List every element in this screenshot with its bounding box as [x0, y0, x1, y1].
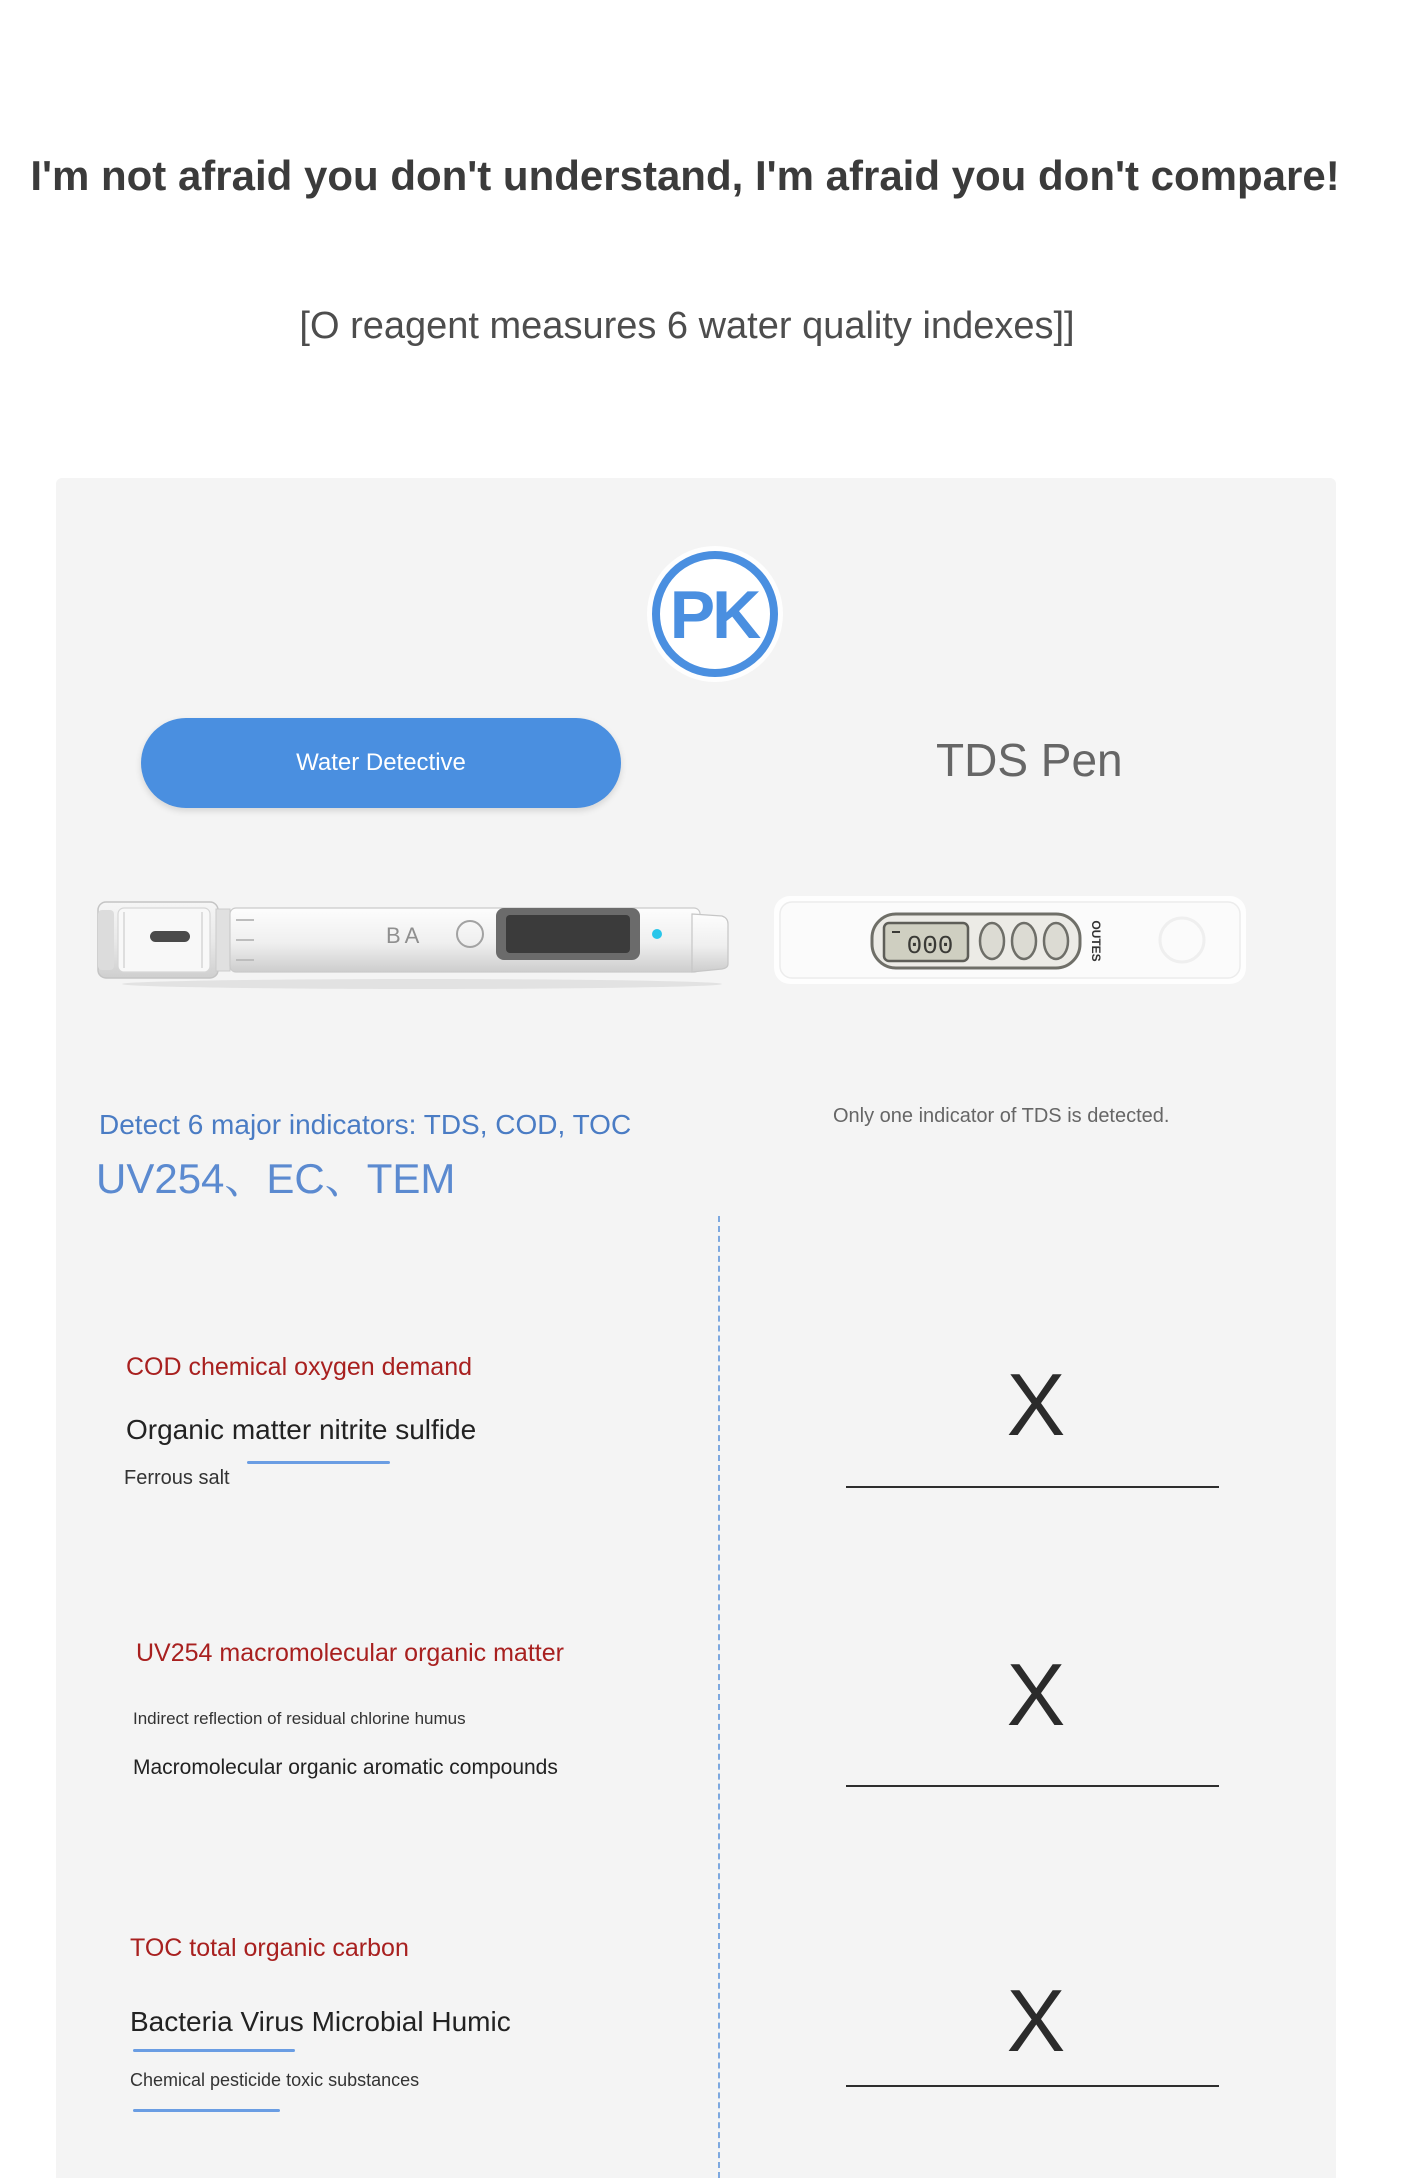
water-detective-indicators-line2: UV254、EC、TEM [96, 1155, 456, 1202]
row-detail-uv254-primary: Indirect reflection of residual chlorine humus [133, 1709, 466, 1728]
headline: I'm not afraid you don't understand, I'm afraid you don't compare! [30, 152, 1340, 199]
tds-not-supported-mark: X [1006, 1971, 1066, 2070]
accent-underline [133, 2049, 295, 2052]
cap-slot [150, 931, 190, 942]
water-detective-badge: Water Detective [141, 718, 621, 808]
device-collar [216, 909, 230, 971]
pk-badge-text: PK [669, 577, 759, 653]
row-title-cod: COD chemical oxygen demand [126, 1353, 472, 1381]
water-detective-device-image [92, 888, 732, 992]
tds-not-supported-mark: X [1006, 1645, 1066, 1744]
water-detective-indicators-line1: Detect 6 major indicators: TDS, COD, TOC [99, 1109, 632, 1140]
tds-pen-note: Only one indicator of TDS is detected. [833, 1105, 1170, 1127]
tds-pen-brand-text: OUTES [1089, 920, 1103, 962]
row-detail-cod-secondary: Ferrous salt [124, 1467, 230, 1489]
device-cap [98, 902, 218, 978]
tds-pen-reading: 000 [906, 931, 954, 961]
tds-pen-button-3 [1044, 923, 1068, 959]
tds-not-supported-mark: X [1006, 1355, 1066, 1454]
result-underline [846, 1785, 1219, 1787]
result-underline [846, 2085, 1219, 2087]
column-divider [718, 1216, 720, 2178]
device-brand-text: BA [386, 923, 424, 948]
pk-versus-icon [645, 544, 785, 684]
result-underline [846, 1486, 1219, 1488]
device-tip [692, 914, 728, 972]
status-led-icon [652, 929, 662, 939]
device-shadow [122, 979, 722, 989]
row-detail-uv254-secondary: Macromolecular organic aromatic compounds [133, 1756, 558, 1779]
row-title-uv254: UV254 macromolecular organic matter [136, 1639, 564, 1667]
row-detail-toc-secondary: Chemical pesticide toxic substances [130, 2070, 420, 2090]
device-screen [506, 915, 630, 953]
tds-pen-button-2 [1012, 923, 1036, 959]
row-detail-cod-primary: Organic matter nitrite sulfide [126, 1414, 477, 1445]
tds-pen-device-image [772, 892, 1248, 988]
accent-underline [133, 2109, 280, 2112]
tds-pen-title: TDS Pen [936, 734, 1123, 786]
accent-underline [247, 1461, 390, 1464]
tds-pen-button-1 [980, 923, 1004, 959]
row-title-toc: TOC total organic carbon [130, 1934, 409, 1962]
subheadline: [O reagent measures 6 water quality indexes]] [299, 305, 1075, 347]
row-detail-toc-primary: Bacteria Virus Microbial Humic [130, 2006, 511, 2037]
